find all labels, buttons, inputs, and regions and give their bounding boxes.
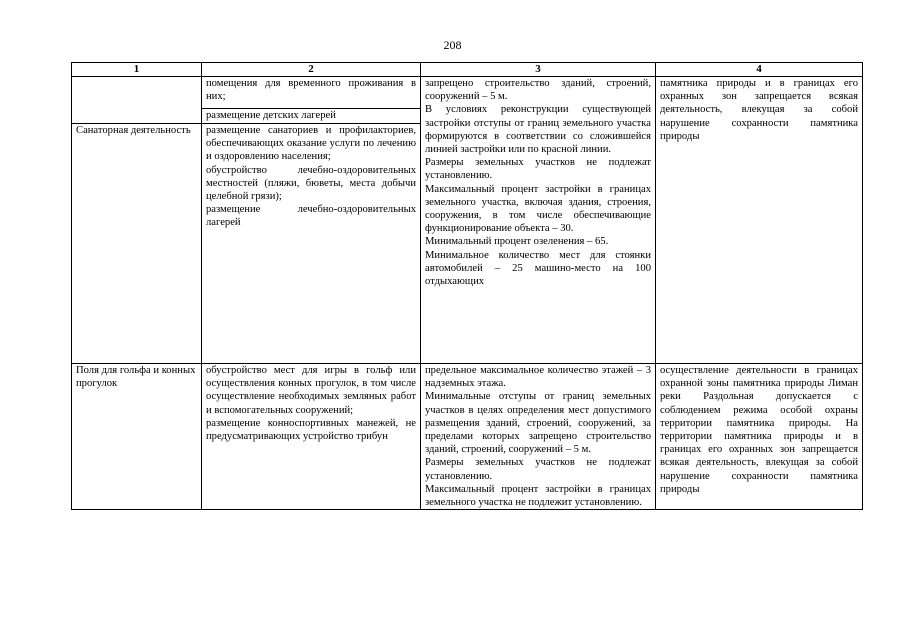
- parameters-text: Минимальное количество мест для стоянки автомобилей – 25 машино-место на 100 отдыхающих: [425, 249, 651, 288]
- parameters-text: предельное максимальное количество этажей – 3 надземных этажа.: [425, 365, 651, 390]
- activity-type-cell: [72, 77, 202, 124]
- column-header-2: 2: [202, 63, 421, 77]
- parameters-cell: [421, 364, 656, 510]
- parameters-text: В условиях реконструкции существующей застройки отступы от границ земельного участка формируются в соответствии со сложившейся линией застройки или по красной линии.: [425, 104, 651, 156]
- parameters-text: Максимальный процент застройки в границах земельного участка не подлежит установлению.: [425, 483, 651, 509]
- activity-type-text: Поля для гольфа и конных прогулок: [76, 365, 196, 390]
- permitted-use-text: обустройство мест для игры в гольф или осуществления конных прогулок, в том числе осуществление необходимых земляных работ и вспомогательных сооружений;: [206, 365, 416, 416]
- column-header-1: 1: [72, 63, 202, 77]
- parameters-text: Минимальный процент озеленения – 65.: [425, 236, 609, 248]
- permitted-use-text: размещение лечебно-оздоровительных лагерей: [206, 204, 416, 229]
- restrictions-cell: [656, 77, 863, 364]
- restrictions-cell: [656, 364, 863, 510]
- permitted-use-cell: [202, 124, 421, 364]
- parameters-text: Размеры земельных участков не подлежат установлению.: [425, 457, 651, 482]
- column-header-4: 4: [656, 63, 863, 77]
- column-header-3: 3: [421, 63, 656, 77]
- parameters-text: Размеры земельных участков не подлежат установлению.: [425, 157, 651, 182]
- permitted-use-text: размещение детских лагерей: [206, 110, 336, 121]
- permitted-use-cell: [202, 364, 421, 510]
- parameters-text: Минимальные отступы от границ земельных участков в целях определения мест допустимого размещения зданий, строений, сооружений, за пределами которых запрещено строительство зданий, строений, сооружений – 5 м.: [425, 391, 651, 456]
- parameters-text: запрещено строительство зданий, строений, сооружений – 5 м.: [425, 78, 651, 103]
- table-header-row: [72, 63, 863, 77]
- restrictions-text: осуществление деятельности в границах охранной зоны памятника природы Лиман реки Раздольная допускается с соблюдением режима особой охраны территории памятника природы. На территории памятника природы и в границах его охранных зон запрещается всякая деятельность, влекущая за собой нарушение сохранности памятника природы: [660, 365, 858, 495]
- permitted-use-text: обустройство лечебно-оздоровительных местностей (пляжи, бюветы, места добычи целебной грязи);: [206, 164, 416, 203]
- table-row: [72, 364, 863, 510]
- parameters-cell: [421, 77, 656, 364]
- restrictions-text: памятника природы и в границах его охранных зон запрещается всякая деятельность, влекущая за собой нарушение сохранности памятника природы: [660, 78, 858, 142]
- table-row: [72, 77, 863, 124]
- permitted-use-text: размещение санаториев и профилакториев, обеспечивающих оказание услуги по лечению и оздоровлению населения;: [206, 125, 416, 163]
- permitted-use-text: помещения для временного проживания в них;: [206, 78, 416, 103]
- activity-type-cell: [72, 364, 202, 510]
- activity-type-text: Санаторная деятельность: [76, 125, 191, 136]
- zoning-regulations-table: [71, 62, 863, 510]
- permitted-use-cell: [202, 77, 421, 124]
- activity-type-cell: [72, 124, 202, 364]
- permitted-use-text: размещение конноспортивных манежей, не предусматривающих устройство трибун: [206, 417, 416, 443]
- page-number: 208: [443, 38, 462, 52]
- parameters-text: Максимальный процент застройки в границах земельного участка, включая здания, строения, сооружения, в том числе обеспечивающие функционирование объекта – 30.: [425, 183, 651, 235]
